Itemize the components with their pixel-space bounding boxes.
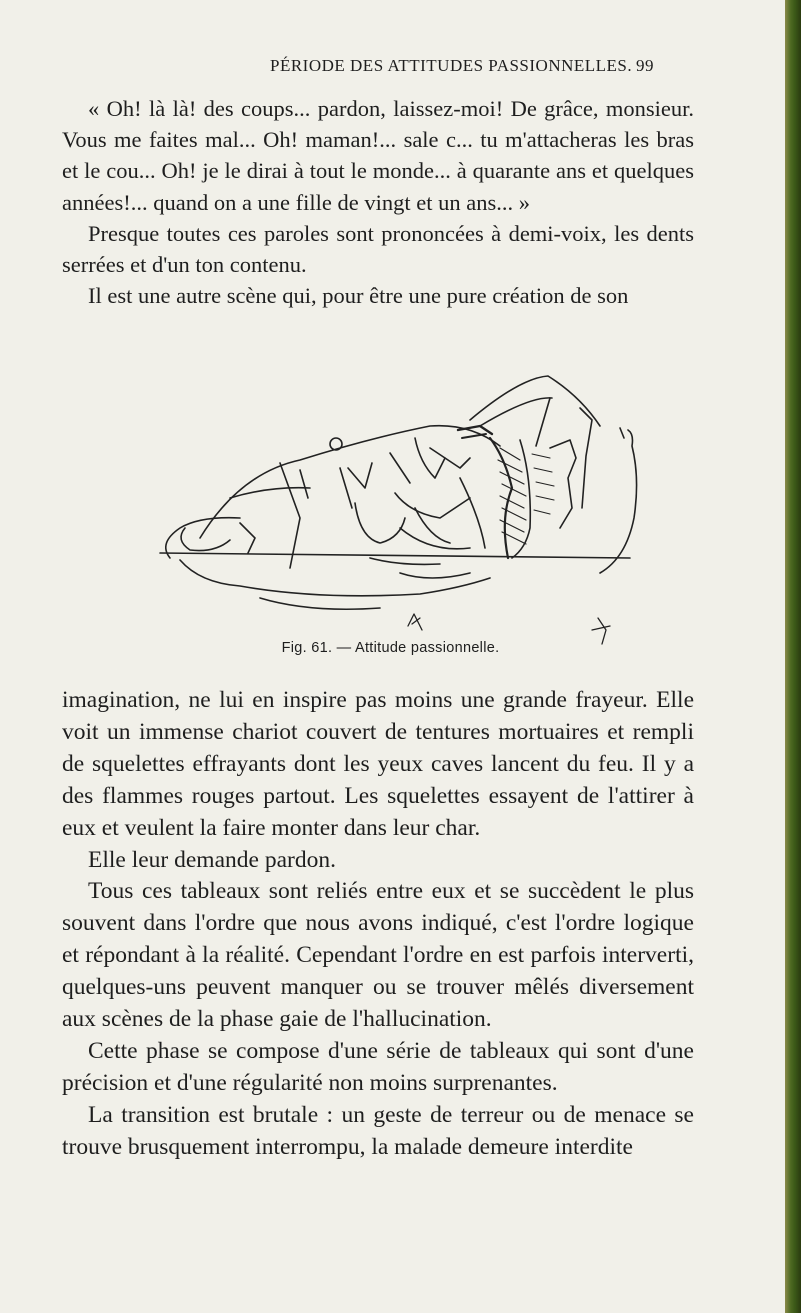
running-title: PÉRIODE DES ATTITUDES PASSIONNELLES. <box>270 56 633 75</box>
figure-caption <box>0 640 801 656</box>
page-number: 99 <box>636 56 654 75</box>
figure-61-illustration <box>140 368 660 653</box>
text-bottom <box>62 685 694 1164</box>
paragraph: Cette phase se compose d'une série de tableaux qui sont d'une précision et d'une régularité non moins surprenantes. <box>62 1037 694 1096</box>
running-head <box>0 54 785 78</box>
paragraph: imagination, ne lui en inspire pas moins une grande frayeur. Elle voit un immense chariot couvert de tentures mortuaires et rempli de squelettes effrayants dont les yeux caves lancent du feu. Il y a des flammes rouges partout. Les squelettes essayent de l'attirer à eux et veulent la faire monter dans leur char. <box>62 687 694 841</box>
figure-caption-text: Fig. 61. — Attitude passionnelle. <box>281 640 500 656</box>
paragraph: Elle leur demande pardon. <box>88 846 336 873</box>
paragraph: Presque toutes ces paroles sont prononcées à demi-voix, les dents serrées et d'un ton contenu. <box>62 220 694 278</box>
paragraph: Tous ces tableaux sont reliés entre eux et se succèdent le plus souvent dans l'ordre que nous avons indiqué, c'est l'ordre logique et répondant à la réalité. Cependant l'ordre en est parfois interverti, quelques-uns peuvent manquer ou se trouver mêlés diversement aux scènes de la phase gaie de l'hallucination. <box>62 878 694 1033</box>
paragraph-quote: « Oh! là là! des coups... pardon, laissez-moi! De grâce, monsieur. Vous me faites mal... Oh! maman!... sale c... tu m'attacheras les bras et le cou... Oh! je le dirai à tout le monde... à quarante ans et quelques années!... quand on a une fille de vingt et un ans... » <box>62 96 694 215</box>
book-binding-edge <box>785 0 801 1313</box>
paragraph: La transition est brutale : un geste de terreur ou de menace se trouve brusquement interrompu, la malade demeure interdite <box>62 1101 694 1160</box>
text-top <box>62 93 694 311</box>
paragraph: Il est une autre scène qui, pour être une pure création de son <box>88 283 629 309</box>
